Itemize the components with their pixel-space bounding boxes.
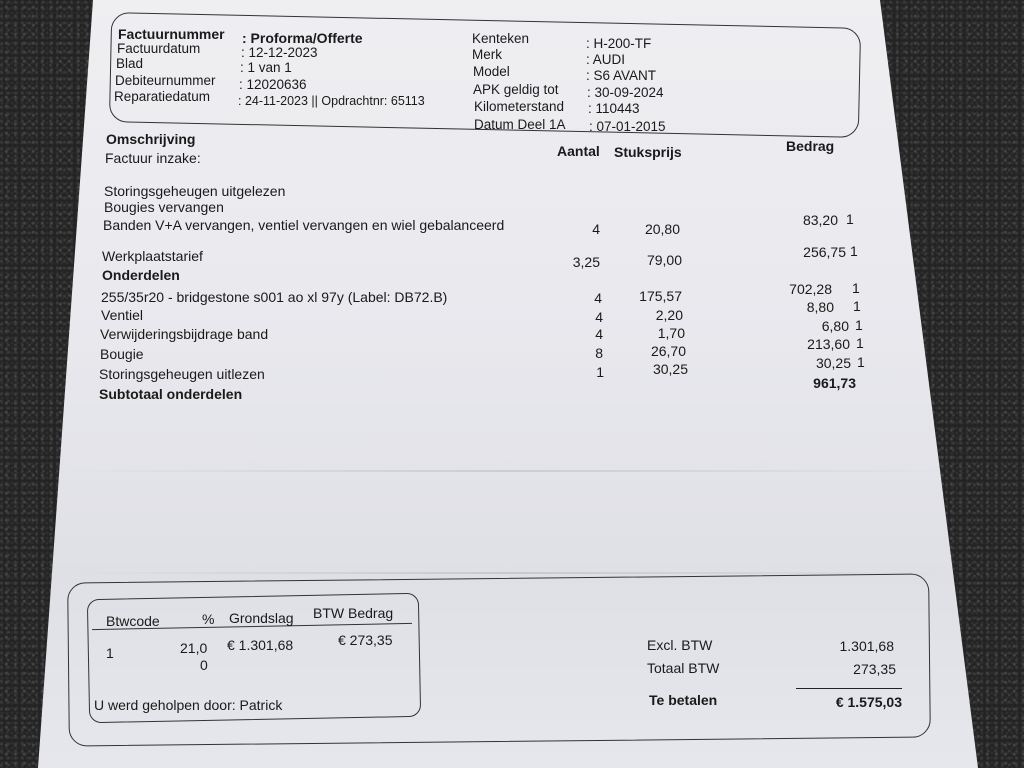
intro-text: Factuur inzake: bbox=[105, 150, 201, 166]
vat-header-vat: BTW Bedrag bbox=[313, 605, 394, 621]
header-label: Blad bbox=[116, 56, 144, 71]
part-amount: 30,25 bbox=[815, 355, 851, 371]
part-amount: 213,60 bbox=[807, 336, 850, 352]
part-unit-price: 30,25 bbox=[652, 361, 688, 377]
line-vat-code: 1 bbox=[846, 211, 854, 227]
part-unit-price: 175,57 bbox=[639, 288, 682, 304]
part-unit-price: 1,70 bbox=[657, 325, 685, 341]
helped-by-text: U werd geholpen door: Patrick bbox=[94, 697, 283, 713]
header-label: Factuurdatum bbox=[117, 41, 201, 56]
total-underline bbox=[796, 688, 902, 689]
part-description: Storingsgeheugen uitlezen bbox=[99, 366, 265, 382]
header-value: : H-200-TF bbox=[586, 36, 652, 51]
header-label: Kenteken bbox=[472, 31, 530, 46]
header-label: Datum Deel 1A bbox=[474, 117, 566, 132]
part-quantity: 1 bbox=[596, 364, 604, 380]
part-description: 255/35r20 - bridgestone s001 ao xl 97y (Label: DB72.B) bbox=[101, 289, 448, 305]
vat-header-base: Grondslag bbox=[229, 610, 294, 626]
part-quantity: 4 bbox=[595, 326, 603, 342]
header-value: : S6 AVANT bbox=[586, 68, 657, 83]
line-description: Banden V+A vervangen, ventiel vervangen en wiel gebalanceerd bbox=[103, 217, 505, 233]
part-description: Verwijderingsbijdrage band bbox=[100, 326, 269, 342]
part-amount: 6,80 bbox=[821, 318, 849, 334]
column-header-unit-price: Stuksprijs bbox=[614, 144, 682, 160]
part-description: Bougie bbox=[100, 346, 144, 362]
header-label: Merk bbox=[472, 47, 502, 62]
grand-total-label: Te betalen bbox=[649, 692, 718, 708]
part-vat-code: 1 bbox=[852, 280, 860, 296]
line-quantity: 4 bbox=[592, 221, 600, 237]
line-quantity: 3,25 bbox=[572, 254, 600, 270]
part-vat-code: 1 bbox=[856, 335, 864, 351]
header-value: : 30-09-2024 bbox=[587, 85, 664, 100]
part-unit-price: 26,70 bbox=[650, 343, 686, 359]
part-quantity: 4 bbox=[595, 309, 603, 325]
header-value: : Proforma/Offerte bbox=[242, 30, 363, 46]
vat-row-percent: 21,0 bbox=[180, 640, 208, 656]
header-value: : 07-01-2015 bbox=[589, 119, 666, 134]
part-amount: 8,80 bbox=[806, 299, 834, 315]
header-label: Kilometerstand bbox=[474, 99, 565, 114]
header-label: Factuurnummer bbox=[118, 26, 225, 42]
line-amount: 256,75 bbox=[803, 244, 846, 260]
vat-header-percent: % bbox=[202, 611, 215, 627]
header-value: : 12020636 bbox=[239, 77, 307, 92]
header-value: : 110443 bbox=[588, 101, 640, 116]
vat-row-base: € 1.301,68 bbox=[227, 637, 294, 653]
part-amount: 702,28 bbox=[789, 281, 832, 297]
line-description: Werkplaatstarief bbox=[102, 248, 203, 264]
column-header-quantity: Aantal bbox=[557, 143, 600, 159]
parts-heading: Onderdelen bbox=[102, 267, 180, 283]
line-unit-price: 79,00 bbox=[646, 252, 682, 268]
header-value: : 1 van 1 bbox=[240, 60, 292, 75]
header-label: APK geldig tot bbox=[473, 82, 559, 97]
total-label: Totaal BTW bbox=[647, 660, 720, 676]
line-vat-code: 1 bbox=[850, 243, 858, 259]
part-quantity: 8 bbox=[595, 345, 603, 361]
vat-row-code: 1 bbox=[106, 645, 114, 661]
vat-row-vat: € 273,35 bbox=[338, 632, 393, 648]
line-unit-price: 20,80 bbox=[644, 221, 680, 237]
header-value: : AUDI bbox=[586, 52, 626, 67]
part-description: Ventiel bbox=[101, 307, 144, 323]
line-amount: 83,20 bbox=[802, 212, 838, 228]
header-label: Reparatiedatum bbox=[114, 89, 211, 104]
part-vat-code: 1 bbox=[855, 317, 863, 333]
total-value: 1.301,68 bbox=[839, 638, 894, 654]
vat-row-percent-cont: 0 bbox=[200, 657, 208, 673]
subtotal-value: 961,73 bbox=[813, 375, 856, 391]
part-quantity: 4 bbox=[594, 290, 602, 306]
column-header-amount: Bedrag bbox=[786, 138, 835, 154]
paper-fold bbox=[60, 470, 960, 472]
total-value: 273,35 bbox=[853, 661, 896, 677]
total-label: Excl. BTW bbox=[647, 637, 713, 653]
part-vat-code: 1 bbox=[853, 298, 861, 314]
vat-header-code: Btwcode bbox=[106, 613, 160, 629]
subtotal-label: Subtotaal onderdelen bbox=[99, 386, 243, 402]
task-line: Storingsgeheugen uitgelezen bbox=[104, 183, 286, 199]
header-value: : 12-12-2023 bbox=[241, 45, 318, 60]
header-label: Model bbox=[473, 64, 510, 79]
header-label: Debiteurnummer bbox=[115, 73, 216, 88]
part-vat-code: 1 bbox=[857, 354, 865, 370]
task-line: Bougies vervangen bbox=[104, 199, 224, 215]
part-unit-price: 2,20 bbox=[655, 307, 683, 323]
header-value: : 24-11-2023 || Opdrachtnr: 65113 bbox=[238, 94, 425, 108]
grand-total-value: € 1.575,03 bbox=[835, 694, 902, 710]
column-header-description: Omschrijving bbox=[106, 131, 196, 147]
